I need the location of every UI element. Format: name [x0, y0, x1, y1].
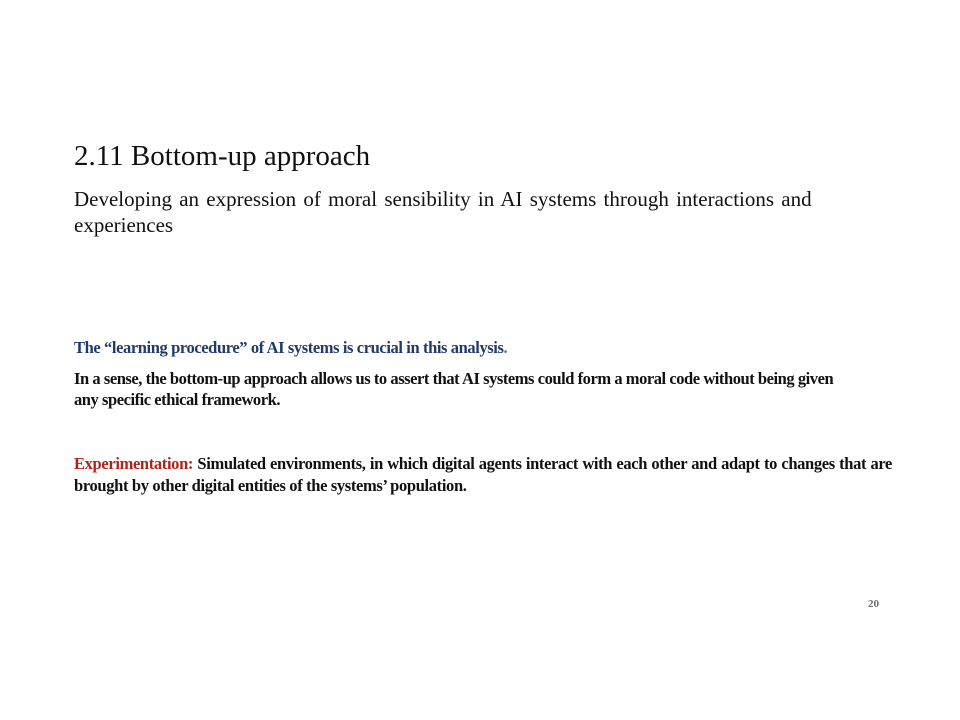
bottom-up-paragraph: In a sense, the bottom-up approach allows us to assert that AI systems could form a moral code without being given any specific ethical framework.	[74, 369, 834, 409]
experimentation-paragraph	[74, 453, 892, 497]
slide-title: 2.11 Bottom-up approach	[74, 140, 371, 172]
page-number: 20	[868, 598, 879, 610]
slide-subtitle: Developing an expression of moral sensibility in AI systems through interactions and experiences	[74, 187, 812, 237]
learning-procedure-statement	[74, 337, 894, 359]
experimentation-label: Experimentation	[74, 454, 188, 473]
learning-statement-text: The “learning procedure” of AI systems is crucial in this analysis	[74, 338, 504, 357]
experimentation-colon: :	[187, 454, 194, 473]
learning-statement-period: .	[503, 338, 508, 357]
experimentation-text: Simulated environments, in which digital agents interact with each other and adapt to changes that are brought by other digital entities of the systems’ population.	[74, 454, 892, 495]
